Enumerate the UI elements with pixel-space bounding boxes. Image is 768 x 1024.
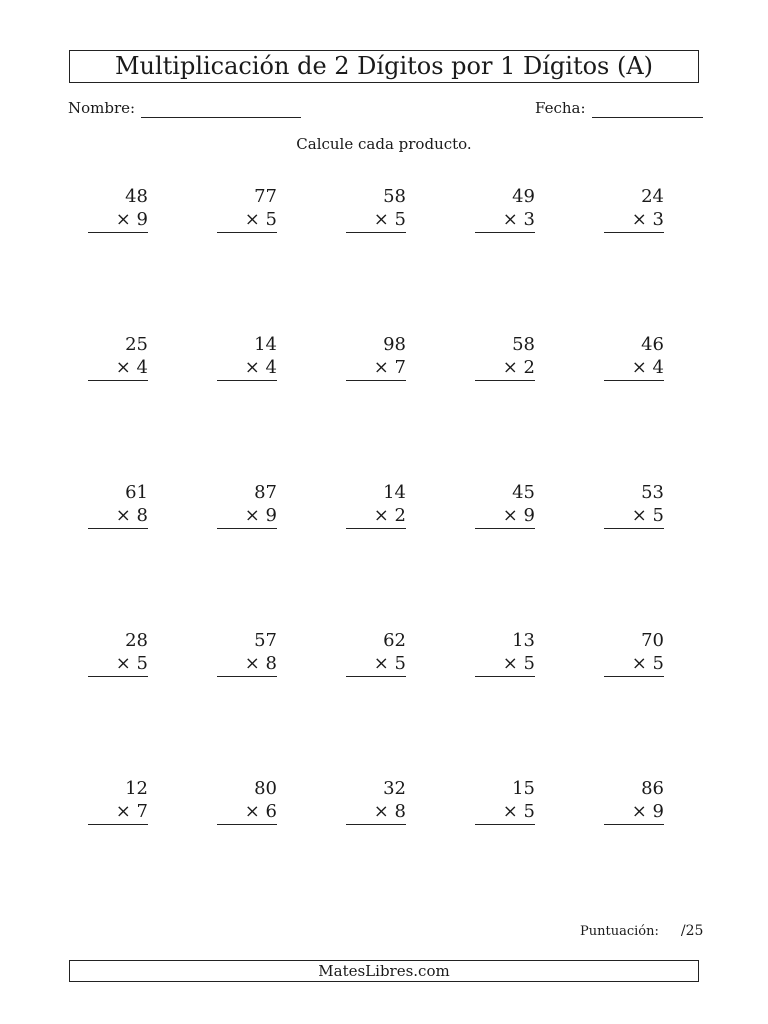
problem	[88, 777, 148, 825]
problem	[346, 629, 406, 677]
problem	[88, 481, 148, 529]
problem-multiplier: × 5	[604, 505, 664, 529]
problem-multiplier: × 5	[475, 801, 535, 825]
problem-multiplicand: 61	[125, 482, 148, 503]
problem-multiplicand: 13	[512, 630, 535, 651]
problem-multiplier: × 2	[475, 357, 535, 381]
problem	[604, 333, 664, 381]
problem	[604, 629, 664, 677]
problem-multiplicand: 14	[383, 482, 406, 503]
problem	[475, 333, 535, 381]
problem-multiplicand: 62	[383, 630, 406, 651]
footer-site-name: MatesLibres.com	[69, 960, 699, 982]
problem-multiplicand: 80	[254, 778, 277, 799]
problem-multiplier: × 7	[346, 357, 406, 381]
problem-multiplier: × 9	[217, 505, 277, 529]
problem-multiplicand: 48	[125, 186, 148, 207]
score-total: /25	[680, 923, 704, 939]
problem-multiplier: × 5	[346, 653, 406, 677]
problem-multiplier: × 4	[88, 357, 148, 381]
worksheet-title: Multiplicación de 2 Dígitos por 1 Dígitos (A)	[69, 50, 699, 83]
problem-multiplicand: 87	[254, 482, 277, 503]
problem-multiplicand: 86	[641, 778, 664, 799]
problem-multiplier: × 5	[475, 653, 535, 677]
problem	[217, 185, 277, 233]
problem-multiplicand: 15	[512, 778, 535, 799]
problem	[346, 333, 406, 381]
problem	[475, 185, 535, 233]
score-field	[580, 922, 703, 941]
problem-multiplicand: 46	[641, 334, 664, 355]
name-field	[68, 98, 301, 118]
problem-multiplicand: 70	[641, 630, 664, 651]
problem	[604, 777, 664, 825]
problem-multiplier: × 9	[475, 505, 535, 529]
problem	[346, 185, 406, 233]
problem-multiplier: × 9	[604, 801, 664, 825]
problem-multiplier: × 5	[88, 653, 148, 677]
problem-multiplicand: 49	[512, 186, 535, 207]
name-blank-line[interactable]	[141, 101, 301, 118]
problem-multiplicand: 98	[383, 334, 406, 355]
score-label: Puntuación:	[580, 924, 659, 939]
problem-multiplicand: 58	[383, 186, 406, 207]
date-field	[535, 98, 703, 118]
problem-multiplier: × 2	[346, 505, 406, 529]
name-label: Nombre:	[68, 99, 136, 117]
problem	[217, 777, 277, 825]
problem	[346, 777, 406, 825]
problem-multiplicand: 14	[254, 334, 277, 355]
problem-multiplier: × 8	[346, 801, 406, 825]
problem	[217, 333, 277, 381]
instructions: Calcule cada producto.	[296, 135, 472, 153]
problem-multiplier: × 8	[217, 653, 277, 677]
problem-multiplier: × 6	[217, 801, 277, 825]
problem	[475, 629, 535, 677]
problem-multiplier: × 8	[88, 505, 148, 529]
problem-multiplicand: 24	[641, 186, 664, 207]
problem	[604, 185, 664, 233]
problem-multiplicand: 77	[254, 186, 277, 207]
problem-multiplicand: 32	[383, 778, 406, 799]
problem-multiplicand: 58	[512, 334, 535, 355]
problem-multiplier: × 9	[88, 209, 148, 233]
problem	[88, 333, 148, 381]
problem-multiplier: × 7	[88, 801, 148, 825]
problem	[217, 481, 277, 529]
date-label: Fecha:	[535, 99, 586, 117]
problem-multiplier: × 3	[604, 209, 664, 233]
problem	[475, 777, 535, 825]
problem	[604, 481, 664, 529]
problem-multiplicand: 45	[512, 482, 535, 503]
problem-multiplier: × 5	[346, 209, 406, 233]
problem-multiplier: × 4	[604, 357, 664, 381]
problem-multiplicand: 53	[641, 482, 664, 503]
problem	[88, 629, 148, 677]
problem-multiplicand: 57	[254, 630, 277, 651]
problem	[475, 481, 535, 529]
problem-multiplier: × 4	[217, 357, 277, 381]
date-blank-line[interactable]	[592, 101, 703, 118]
problem-multiplier: × 5	[217, 209, 277, 233]
problem	[346, 481, 406, 529]
problem	[88, 185, 148, 233]
problem-multiplicand: 25	[125, 334, 148, 355]
problem-multiplicand: 12	[125, 778, 148, 799]
problem-multiplicand: 28	[125, 630, 148, 651]
problem	[217, 629, 277, 677]
problem-multiplier: × 5	[604, 653, 664, 677]
problem-multiplier: × 3	[475, 209, 535, 233]
